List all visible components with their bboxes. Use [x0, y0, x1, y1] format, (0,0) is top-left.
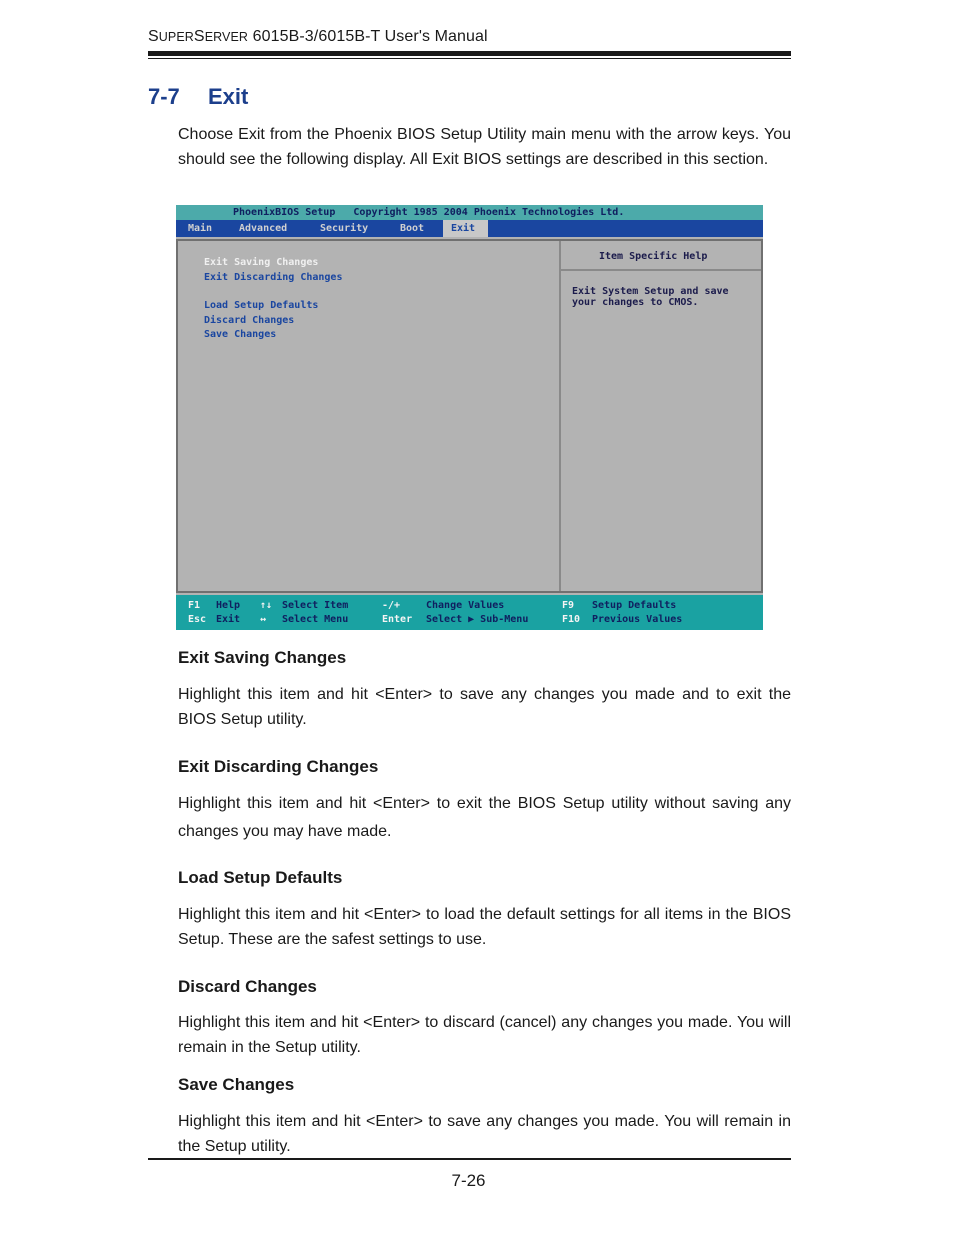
running-head-smallcaps: UPER: [158, 30, 194, 44]
key-enter: Enter: [382, 614, 413, 625]
bios-menu-advanced[interactable]: Advanced: [239, 223, 288, 234]
para-exit-saving-changes: Highlight this item and hit <Enter> to save any changes you made and to exit the BIOS Setup utility.: [178, 686, 791, 728]
section-title: [148, 84, 248, 110]
running-head-smallcaps: ERVER: [204, 30, 249, 44]
heading-save-changes: Save Changes: [178, 1075, 295, 1094]
key-f1-desc: Help: [216, 600, 241, 611]
running-head-cap: S: [193, 28, 205, 45]
key-minusplus: -/+: [382, 600, 401, 611]
bios-pane-divider: [559, 241, 561, 591]
bios-screenshot: [176, 205, 763, 630]
key-leftright-desc: Select Menu: [282, 614, 349, 625]
bios-title-bar: [176, 205, 763, 220]
bios-menu-exit[interactable]: Exit: [443, 220, 488, 237]
bios-title: PhoenixBIOS Setup Copyright 1985 2004 Phoenix Technologies Ltd.: [233, 207, 625, 218]
running-head-title: 6015B-3/6015B-T User's Manual: [248, 28, 488, 45]
key-enter-desc: Select ▶ Sub-Menu: [426, 614, 529, 625]
key-f10-desc: Previous Values: [592, 614, 683, 625]
key-f10: F10: [562, 614, 581, 625]
section-name: Exit: [208, 84, 249, 109]
bios-option-exit-discarding-changes[interactable]: Exit Discarding Changes: [204, 272, 343, 283]
footer-rule: [148, 1158, 791, 1160]
running-head-cap: S: [148, 28, 159, 45]
intro-paragraph: Choose Exit from the Phoenix BIOS Setup Utility main menu with the arrow keys. You should see the following display. All Exit BIOS settings are described in this section.: [178, 126, 791, 168]
bios-option-save-changes[interactable]: Save Changes: [204, 329, 277, 340]
help-title: Item Specific Help: [599, 251, 708, 262]
key-updown: ↑↓: [260, 600, 273, 611]
bios-menu-boot[interactable]: Boot: [400, 223, 425, 234]
key-updown-desc: Select Item: [282, 600, 349, 611]
key-f9: F9: [562, 600, 575, 611]
key-leftright: ↔: [260, 614, 267, 625]
bios-option-discard-changes[interactable]: Discard Changes: [204, 315, 295, 326]
heading-exit-discarding-changes: Exit Discarding Changes: [178, 757, 379, 776]
key-minusplus-desc: Change Values: [426, 600, 505, 611]
bios-option-load-setup-defaults[interactable]: Load Setup Defaults: [204, 300, 319, 311]
header-rule-thin: [148, 58, 791, 59]
bios-option-exit-saving-changes[interactable]: Exit Saving Changes: [204, 257, 319, 268]
bios-menu-bar: [176, 220, 763, 237]
header-rule: [148, 51, 791, 56]
key-esc-desc: Exit: [216, 614, 241, 625]
page-number: 7-26: [451, 1171, 486, 1190]
key-f9-desc: Setup Defaults: [592, 600, 677, 611]
help-text: Exit System Setup and save your changes to CMOS.: [572, 286, 729, 308]
running-head: [148, 28, 488, 46]
heading-discard-changes: Discard Changes: [178, 977, 317, 996]
para-exit-discarding-changes: Highlight this item and hit <Enter> to exit the BIOS Setup utility without saving any changes you may have made.: [178, 795, 791, 840]
bios-menu-main[interactable]: Main: [188, 223, 213, 234]
para-save-changes: Highlight this item and hit <Enter> to save any changes you made. You will remain in the Setup utility.: [178, 1113, 791, 1155]
heading-load-setup-defaults: Load Setup Defaults: [178, 868, 343, 887]
heading-exit-saving-changes: Exit Saving Changes: [178, 648, 347, 667]
section-number: 7-7: [148, 84, 180, 109]
key-esc: Esc: [188, 614, 207, 625]
para-load-setup-defaults: Highlight this item and hit <Enter> to load the default settings for all items in the BIOS Setup. These are the safest settings to use.: [178, 906, 791, 948]
para-discard-changes: Highlight this item and hit <Enter> to discard (cancel) any changes you made. You will remain in the Setup utility.: [178, 1014, 791, 1056]
key-f1: F1: [188, 600, 201, 611]
bios-menu-security[interactable]: Security: [320, 223, 369, 234]
bios-status-bar: [176, 595, 763, 630]
